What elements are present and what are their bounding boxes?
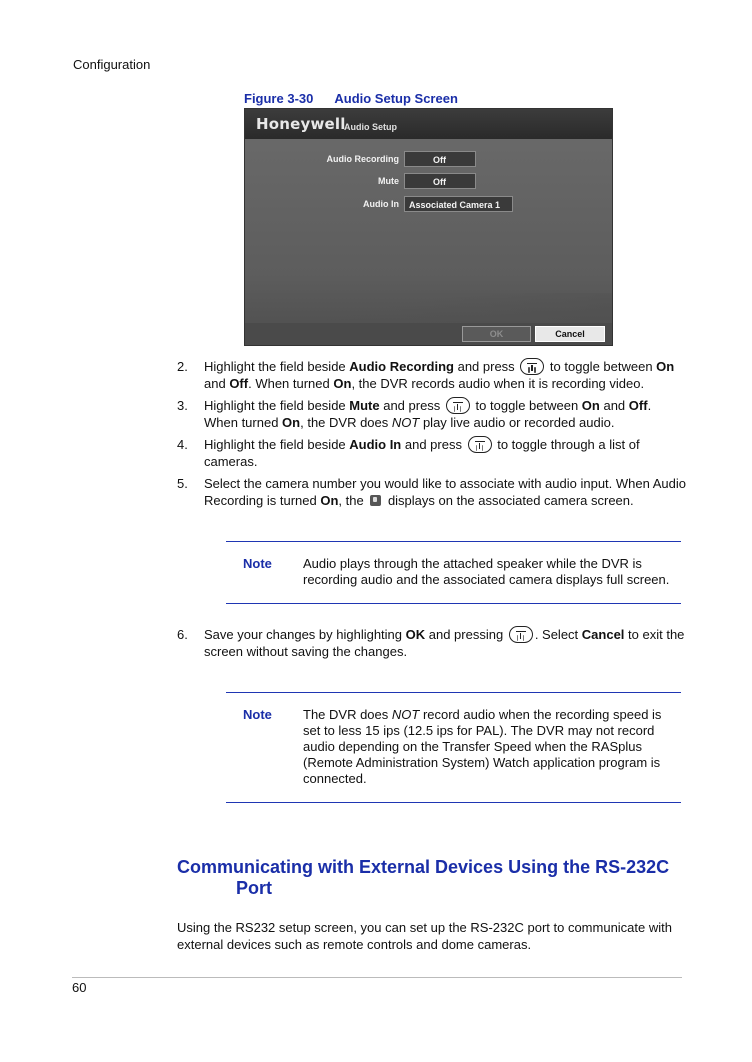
step-text: Select the camera number you would like to associate with audio input. When Audio Recording is turned On, the displays on the associated camera screen.: [204, 476, 686, 508]
step-2: [177, 358, 687, 392]
mute-label: Mute: [378, 176, 399, 186]
dvr-title-bar: [245, 109, 612, 139]
section-heading-line-1: Communicating with External Devices Using the RS-232C: [177, 857, 670, 877]
mute-field[interactable]: Off: [404, 173, 476, 189]
note-box-1: [226, 541, 681, 604]
honeywell-logo: Honeywell: [256, 115, 346, 133]
note-text: Audio plays through the attached speaker while the DVR is recording audio and the associated camera displays full screen.: [303, 556, 670, 587]
step-number: 6.: [177, 627, 188, 642]
mute-row: [245, 173, 612, 189]
audio-in-field[interactable]: Associated Camera 1: [404, 196, 513, 212]
figure-title: Audio Setup Screen: [334, 91, 458, 106]
step-number: 4.: [177, 437, 188, 452]
step-3: [177, 397, 687, 431]
cancel-button[interactable]: Cancel: [535, 326, 605, 342]
dvr-background-sweep: [245, 293, 612, 323]
step-5: [177, 475, 687, 509]
jog-button-icon: [468, 436, 492, 453]
step-text: Highlight the field beside Mute and press to toggle between On and Off. When turned On, the DVR does NOT play live audio or recorded audio.: [204, 398, 652, 430]
jog-button-icon: [509, 626, 533, 643]
note-box-2: [226, 692, 681, 803]
running-header: Configuration: [73, 57, 151, 72]
note-label: Note: [243, 707, 272, 722]
step-number: 2.: [177, 359, 188, 374]
audio-recording-label: Audio Recording: [326, 154, 399, 164]
step-text: Highlight the field beside Audio In and press to toggle through a list of cameras.: [204, 437, 640, 469]
body-paragraph: Using the RS232 setup screen, you can set up the RS-232C port to communicate with external devices such as remote controls and dome cameras.: [177, 920, 672, 952]
ok-button[interactable]: OK: [462, 326, 531, 342]
audio-recording-row: [245, 151, 612, 167]
step-number: 3.: [177, 398, 188, 413]
jog-button-icon: [520, 358, 544, 375]
step-4: [177, 436, 687, 470]
dvr-screen-title: Audio Setup: [344, 122, 397, 132]
section-heading-line-2: Port: [236, 878, 272, 898]
figure-number: Figure 3-30: [244, 91, 314, 106]
figure-caption: [244, 91, 458, 106]
note-label: Note: [243, 556, 272, 571]
jog-button-icon: [446, 397, 470, 414]
note-text: The DVR does NOT record audio when the recording speed is set to less 15 ips (12.5 ips for PAL). The DVR may not record audio depending on the Transfer Speed when the RASplus (Remote Administration System) Watch application program is connected.: [303, 707, 662, 786]
step-text: Highlight the field beside Audio Recording and press to toggle between On and Off. When turned On, the DVR records audio when it is recording video.: [204, 359, 675, 391]
audio-in-row: [245, 196, 612, 212]
dvr-audio-setup-screen: [244, 108, 613, 346]
footer-divider: [72, 977, 682, 978]
section-heading: [177, 857, 687, 899]
audio-in-label: Audio In: [363, 199, 399, 209]
step-6: [177, 626, 687, 660]
audio-camera-icon: [370, 495, 381, 506]
audio-recording-field[interactable]: Off: [404, 151, 476, 167]
step-text: Save your changes by highlighting OK and pressing . Select Cancel to exit the screen without saving the changes.: [204, 627, 685, 659]
page-number: 60: [72, 980, 87, 995]
step-number: 5.: [177, 476, 188, 491]
